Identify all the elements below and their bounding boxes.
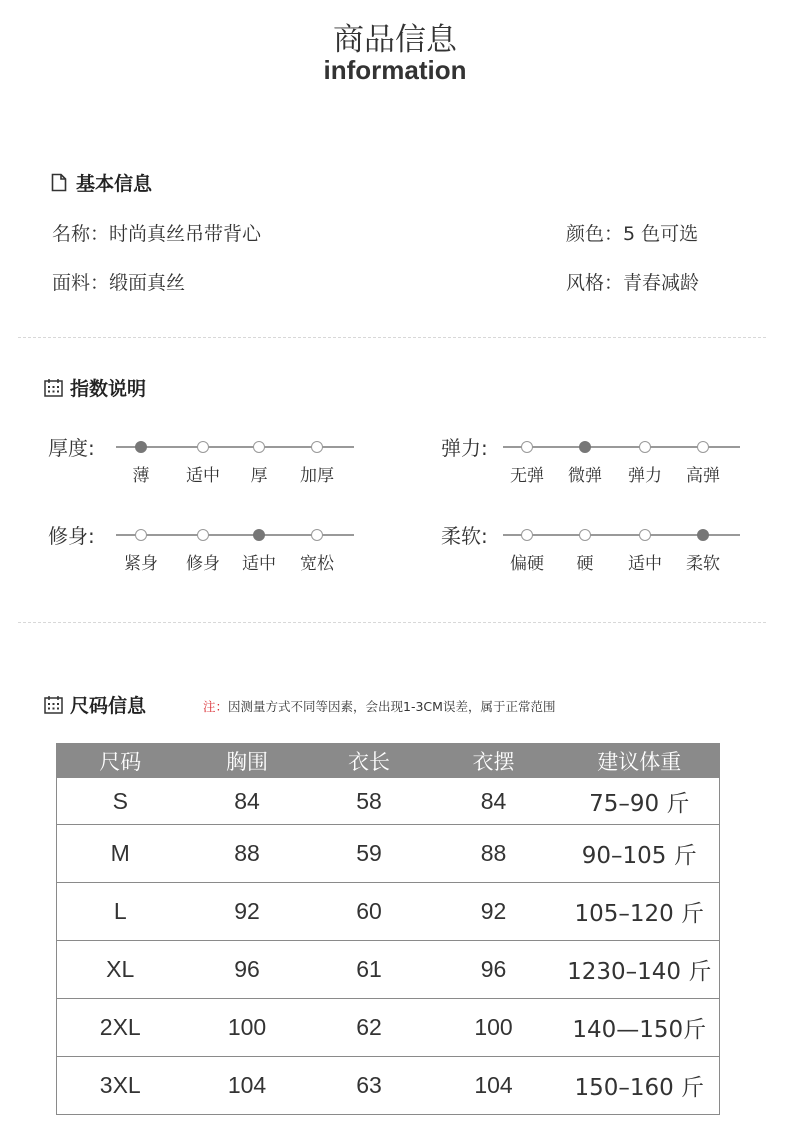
hem-cell: 92: [428, 883, 560, 941]
fit-option-label: 修身: [186, 554, 220, 574]
hem-cell: 96: [428, 941, 560, 999]
fit-label: 修身:: [48, 524, 95, 548]
size-cell: L: [57, 883, 184, 941]
index-heading: [42, 374, 146, 401]
weight-cell: 1230–140 斤: [560, 941, 720, 999]
weight-cell: 140—150斤: [560, 999, 720, 1057]
weight-cell: 105–120 斤: [560, 883, 720, 941]
table-row: [57, 883, 720, 941]
hem-cell: 88: [428, 825, 560, 883]
thickness-option-label: 适中: [186, 466, 220, 486]
thickness-option-label: 薄: [132, 466, 150, 486]
softness-option-label: 适中: [628, 554, 662, 574]
basic-info-heading-label: 基本信息: [76, 173, 153, 195]
hem-cell: 104: [428, 1057, 560, 1115]
elasticity-scale: [503, 446, 740, 486]
weight-cell: 75–90 斤: [589, 790, 690, 817]
elasticity-option-label: 高弹: [686, 466, 720, 486]
size-cell: M: [57, 825, 184, 883]
thickness-option-label: 厚: [250, 466, 268, 486]
weight-cell: 150–160 斤: [560, 1057, 720, 1115]
table-row: [57, 778, 720, 825]
size-cell: 3XL: [57, 1057, 184, 1115]
softness-dot: [521, 529, 533, 541]
size-note-prefix: 注：: [203, 699, 229, 714]
elasticity-dot: [521, 441, 533, 453]
softness-scale: [503, 534, 740, 574]
softness-option-label: 偏硬: [510, 554, 544, 574]
calendar-icon: [42, 377, 64, 399]
elasticity-dot: [697, 441, 709, 453]
column-header: 尺码: [57, 743, 184, 778]
bust-cell: 104: [184, 1057, 311, 1115]
size-cell: XL: [57, 941, 184, 999]
page-subtitle: information: [323, 55, 467, 85]
bust-cell: 88: [184, 825, 311, 883]
fit-dot: [135, 529, 147, 541]
bust-cell: 100: [184, 999, 311, 1057]
size-heading: [42, 691, 146, 718]
softness-option-label: 硬: [576, 554, 594, 574]
table-row: [57, 941, 720, 999]
softness-dot-selected: [697, 529, 709, 541]
thickness-option-label: 加厚: [300, 466, 334, 486]
thickness-dot: [197, 441, 209, 453]
bust-cell: 96: [184, 941, 311, 999]
elasticity-option-label: 微弹: [568, 466, 602, 486]
elasticity-option-label: 无弹: [510, 466, 544, 486]
page-title: 商品信息: [333, 22, 457, 58]
column-header: 衣摆: [428, 743, 560, 778]
hem-cell: 84: [480, 787, 507, 814]
column-header: 胸围: [184, 743, 311, 778]
elasticity-dot-selected: [579, 441, 591, 453]
length-cell: 61: [311, 941, 428, 999]
thickness-scale: [116, 446, 354, 486]
size-cell: S: [112, 787, 128, 814]
size-table: [56, 743, 720, 1115]
size-note: [203, 697, 555, 715]
size-table-header: [57, 743, 720, 778]
size-cell: 2XL: [57, 999, 184, 1057]
fit-option-label: 宽松: [300, 554, 334, 574]
elasticity-label: 弹力:: [441, 436, 488, 460]
table-row: [57, 825, 720, 883]
calendar-icon: [42, 694, 64, 716]
thickness-label: 厚度:: [48, 436, 95, 460]
table-row: [57, 999, 720, 1057]
fit-dot: [311, 529, 323, 541]
softness-dot: [639, 529, 651, 541]
product-fabric: 面料：缎面真丝: [52, 272, 186, 294]
fit-dot: [197, 529, 209, 541]
length-cell: 62: [311, 999, 428, 1057]
length-cell: 59: [311, 825, 428, 883]
thickness-dot: [253, 441, 265, 453]
length-cell: 58: [356, 787, 382, 814]
size-heading-label: 尺码信息: [70, 695, 147, 717]
document-icon: [48, 172, 70, 194]
column-header: 衣长: [311, 743, 428, 778]
divider: [18, 337, 766, 338]
index-heading-label: 指数说明: [70, 378, 147, 400]
elasticity-dot: [639, 441, 651, 453]
hem-cell: 100: [428, 999, 560, 1057]
column-header: 建议体重: [560, 743, 720, 778]
product-color: 颜色：5 色可选: [566, 223, 699, 245]
elasticity-option-label: 弹力: [628, 466, 662, 486]
basic-info-heading: [48, 169, 152, 196]
length-cell: 60: [311, 883, 428, 941]
softness-option-label: 柔软: [686, 554, 720, 574]
softness-dot: [579, 529, 591, 541]
thickness-dot: [311, 441, 323, 453]
product-style: 风格：青春减龄: [566, 272, 700, 294]
product-name: 名称：时尚真丝吊带背心: [52, 223, 262, 245]
fit-option-label: 紧身: [124, 554, 158, 574]
fit-dot-selected: [253, 529, 265, 541]
fit-option-label: 适中: [242, 554, 276, 574]
fit-scale: [116, 534, 354, 574]
weight-cell: 90–105 斤: [560, 825, 720, 883]
size-note-text: 因测量方式不同等因素，会出现1-3CM误差，属于正常范围: [228, 699, 556, 714]
bust-cell: 92: [184, 883, 311, 941]
thickness-dot-selected: [135, 441, 147, 453]
bust-cell: 84: [234, 787, 260, 814]
length-cell: 63: [311, 1057, 428, 1115]
divider: [18, 622, 766, 623]
table-row: [57, 1057, 720, 1115]
softness-label: 柔软:: [441, 524, 488, 548]
